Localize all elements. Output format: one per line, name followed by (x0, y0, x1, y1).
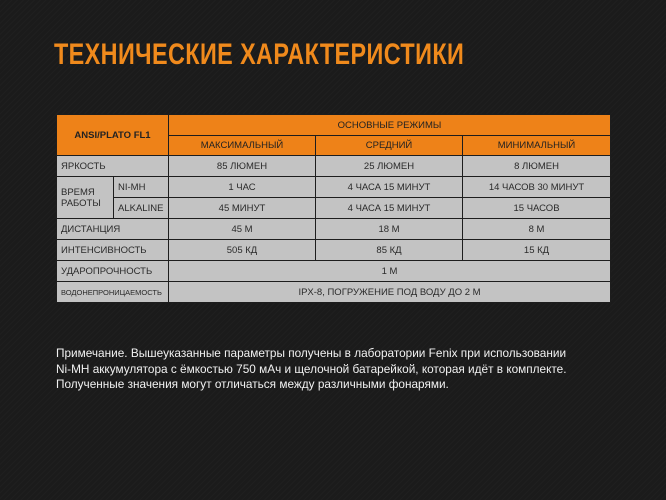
nimh-min: 14 ЧАСОВ 30 МИНУТ (463, 177, 611, 198)
modes-header: ОСНОВНЫЕ РЕЖИМЫ (169, 115, 611, 136)
distance-max: 45 М (169, 219, 316, 240)
intensity-min: 15 КД (463, 240, 611, 261)
table-row-distance (57, 219, 611, 240)
table-row-runtime-alkaline (57, 198, 611, 219)
table-row-impact (57, 261, 611, 282)
footnote-line-1: Примечание. Вышеуказанные параметры получены в лаборатории Fenix при использовании (56, 346, 567, 360)
nimh-mid: 4 ЧАСА 15 МИНУТ (316, 177, 463, 198)
nimh-label: NI-MH (114, 177, 169, 198)
distance-min: 8 М (463, 219, 611, 240)
table-row-runtime-nimh (57, 177, 611, 198)
mode-mid-header: СРЕДНИЙ (316, 136, 463, 156)
nimh-max: 1 ЧАС (169, 177, 316, 198)
brightness-min: 8 ЛЮМЕН (463, 156, 611, 177)
table-row-intensity (57, 240, 611, 261)
page-title: ТЕХНИЧЕСКИЕ ХАРАКТЕРИСТИКИ (54, 38, 465, 71)
footnote (56, 346, 626, 393)
footnote-line-2: Ni-MH аккумулятора с ёмкостью 750 мАч и щелочной батарейкой, которая идёт в комплекте. (56, 361, 567, 376)
footnote-line-3: Полученные значения могут отличаться между различными фонарями. (56, 377, 449, 391)
standard-header: ANSI/PLATO FL1 (57, 115, 169, 156)
mode-max-header: МАКСИМАЛЬНЫЙ (169, 136, 316, 156)
runtime-label-line1: ВРЕМЯ (61, 186, 95, 198)
distance-mid: 18 М (316, 219, 463, 240)
impact-value: 1 М (169, 261, 611, 282)
spec-table (56, 114, 611, 303)
alkaline-max: 45 МИНУТ (169, 198, 316, 219)
waterproof-value: IPX-8, ПОГРУЖЕНИЕ ПОД ВОДУ ДО 2 М (169, 282, 611, 303)
distance-label: ДИСТАНЦИЯ (57, 219, 169, 240)
runtime-label (57, 177, 114, 219)
mode-min-header: МИНИМАЛЬНЫЙ (463, 136, 611, 156)
brightness-mid: 25 ЛЮМЕН (316, 156, 463, 177)
intensity-mid: 85 КД (316, 240, 463, 261)
brightness-max: 85 ЛЮМЕН (169, 156, 316, 177)
runtime-label-line2: РАБОТЫ (61, 197, 101, 209)
intensity-max: 505 КД (169, 240, 316, 261)
waterproof-label: ВОДОНЕПРОНИЦАЕМОСТЬ (57, 282, 169, 303)
impact-label: УДАРОПРОЧНОСТЬ (57, 261, 169, 282)
alkaline-min: 15 ЧАСОВ (463, 198, 611, 219)
alkaline-mid: 4 ЧАСА 15 МИНУТ (316, 198, 463, 219)
table-row-waterproof (57, 282, 611, 303)
alkaline-label: ALKALINE (114, 198, 169, 219)
intensity-label: ИНТЕНСИВНОСТЬ (57, 240, 169, 261)
table-row-brightness (57, 156, 611, 177)
brightness-label: ЯРКОСТЬ (57, 156, 169, 177)
